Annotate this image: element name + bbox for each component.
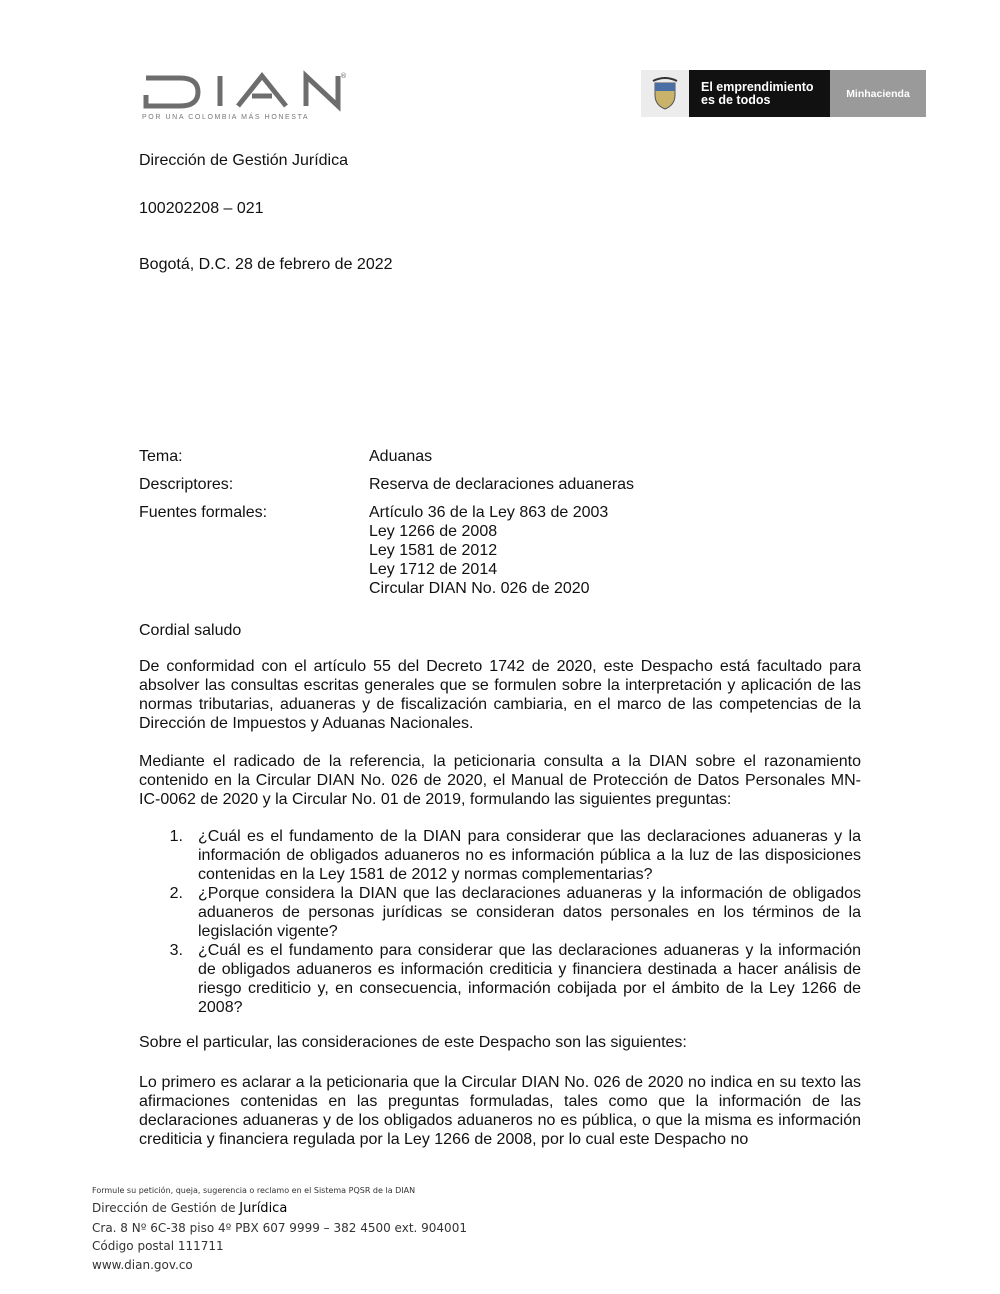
fuente-item: Ley 1581 de 2012: [369, 542, 498, 559]
paragraph-competence: De conformidad con el artículo 55 del Decreto 1742 de 2020, este Despacho está facultado para absolver las consultas escritas generales que se formulen sobre la interpretación y aplicación de las normas tributarias, aduaneras y de fiscalización cambiaria, en el marco de las competencias de la Dirección de Impuestos y Aduanas Nacionales.: [139, 658, 861, 732]
paragraph-analysis: Lo primero es aclarar a la peticionaria que la Circular DIAN No. 026 de 2020 no indica en su texto las afirmaciones contenidas en las preguntas formuladas, tales como que la información de las declaraciones aduaneras y de los obligados aduaneros no es pública, o que la misma es información crediticia y financiera regulada por la Ley 1266 de 2008, por lo cual este Despacho no: [139, 1074, 861, 1148]
fuente-item: Circular DIAN No. 026 de 2020: [369, 580, 590, 597]
ministry-label: Minhacienda: [830, 70, 926, 117]
footer-address: Cra. 8 Nº 6C-38 piso 4º PBX 607 9999 – 382 4500 ext. 904001: [92, 1220, 467, 1235]
coat-of-arms-icon: [641, 70, 689, 117]
slogan-line-2: es de todos: [701, 93, 771, 107]
dian-logo-wordmark-icon: [140, 68, 355, 118]
questions-list: [139, 827, 861, 1017]
fuente-item: Ley 1712 de 2014: [369, 561, 498, 578]
question-text: ¿Cuál es el fundamento para considerar que las declaraciones aduaneras y la información de obligados aduaneros es información crediticia y financiera destinada a hacer análisis de riesgo crediticio y, en consecuencia, información cobijada por el ámbito de la Ley 1266 de 2008?: [198, 942, 861, 1016]
svg-text:®: ®: [340, 72, 347, 80]
question-number: 2.: [169, 885, 183, 902]
descriptores-label: Descriptores:: [139, 476, 234, 493]
fuente-item: Artículo 36 de la Ley 863 de 2003: [369, 504, 609, 521]
question-item: [139, 884, 861, 941]
footer-website-link[interactable]: www.dian.gov.co: [92, 1257, 193, 1272]
reference-number: 100202208 – 021: [139, 200, 264, 217]
question-text: ¿Cuál es el fundamento de la DIAN para considerar que las declaraciones aduaneras y la información de obligados aduaneros no es información pública a la luz de las disposiciones contenidas en la Ley 1581 de 2012 y normas complementarias?: [198, 828, 861, 883]
paragraph-considerations-intro: Sobre el particular, las consideraciones de este Despacho son las siguientes:: [139, 1034, 687, 1051]
footer-office-prefix: Dirección de Gestión de: [92, 1201, 240, 1215]
slogan-line-1: El emprendimiento: [701, 80, 814, 94]
page-footer: [92, 1186, 467, 1274]
footer-postal-code: Código postal 111711: [92, 1239, 224, 1253]
greeting: Cordial saludo: [139, 622, 242, 639]
tema-value: Aduanas: [369, 448, 433, 465]
question-item: [139, 941, 861, 1017]
pqsr-note: Formule su petición, queja, sugerencia o reclamo en el Sistema PQSR de la DIAN: [92, 1186, 416, 1195]
logo-tagline: POR UNA COLOMBIA MÁS HONESTA: [142, 114, 310, 121]
office-name: Dirección de Gestión Jurídica: [139, 152, 348, 169]
question-item: [139, 827, 861, 884]
place-date: Bogotá, D.C. 28 de febrero de 2022: [139, 256, 393, 273]
government-banner: [641, 70, 926, 117]
descriptores-value: Reserva de declaraciones aduaneras: [369, 476, 635, 493]
question-text: ¿Porque considera la DIAN que las declaraciones aduaneras y la información de obligados aduaneros de personas jurídicas se consideran datos personales en los términos de la legislación vigente?: [198, 885, 861, 940]
fuentes-label: Fuentes formales:: [139, 504, 268, 521]
fuente-item: Ley 1266 de 2008: [369, 523, 498, 540]
question-number: 3.: [169, 942, 183, 959]
fuentes-list: [369, 503, 608, 598]
question-number: 1.: [169, 828, 183, 845]
government-slogan: [689, 70, 830, 117]
paragraph-request: Mediante el radicado de la referencia, la peticionaria consulta a la DIAN sobre el razonamiento contenido en la Circular DIAN No. 026 de 2020, el Manual de Protección de Datos Personales MN-IC-0062 de 2020 y la Circular No. 01 de 2019, formulando las siguientes preguntas:: [139, 753, 861, 808]
tema-label: Tema:: [139, 448, 183, 465]
footer-office-strong: Jurídica: [239, 1201, 288, 1216]
footer-office: [92, 1199, 467, 1219]
